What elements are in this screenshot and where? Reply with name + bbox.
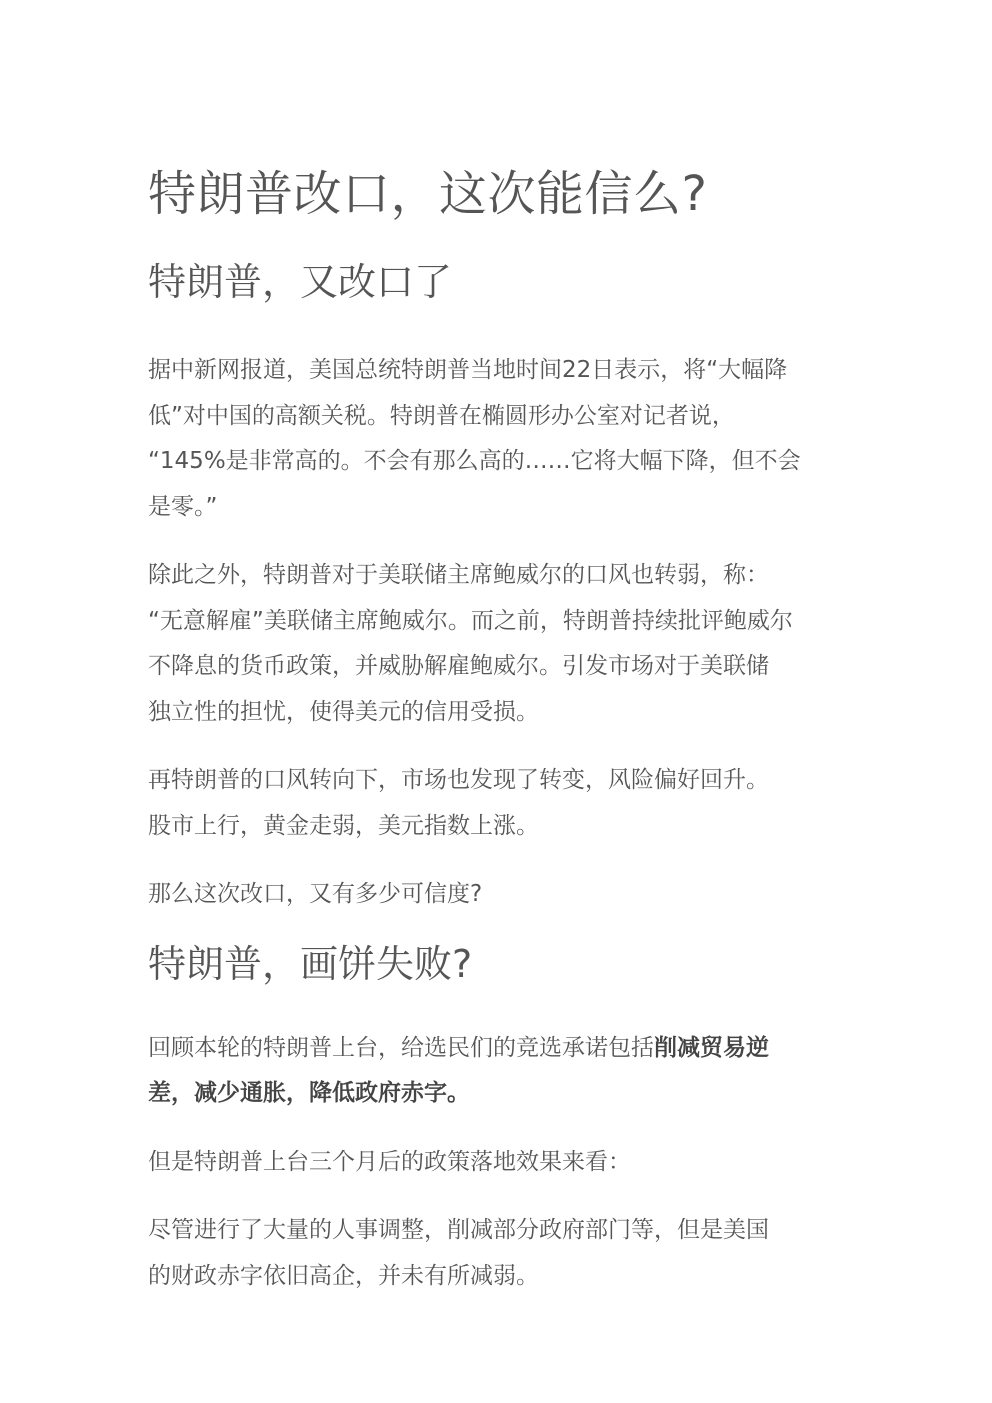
paragraph-line: [148, 1026, 848, 1072]
paragraph-line: 除此之外，特朗普对于美联储主席鲍威尔的口风也转弱，称：: [148, 562, 769, 588]
paragraph-line: 据中新网报道，美国总统特朗普当地时间22日表示，将“大幅降: [148, 357, 788, 383]
paragraph-text: 回顾本轮的特朗普上台，给选民们的竞选承诺包括: [148, 1034, 654, 1061]
paragraph-line: 不降息的货币政策，并威胁解雇鲍威尔。引发市场对于美联储: [148, 653, 769, 679]
paragraph-line: 的财政赤字依旧高企，并未有所减弱。: [148, 1262, 539, 1289]
paragraph-1: [148, 348, 848, 530]
paragraph-line: [148, 1071, 848, 1117]
paragraph-6: [148, 1140, 848, 1186]
paragraph-line: 那么这次改口，又有多少可信度?: [148, 881, 483, 907]
emphasis-text: 差，减少通胀，降低政府赤字。: [148, 1080, 470, 1106]
paragraph-5: [148, 1026, 848, 1117]
section-heading-2: 特朗普，画饼失败?: [148, 941, 473, 986]
paragraph-line: 股市上行，黄金走弱，美元指数上涨。: [148, 812, 539, 839]
emphasis-text: 削减贸易逆: [654, 1034, 769, 1061]
paragraph-line: 但是特朗普上台三个月后的政策落地效果来看：: [148, 1148, 631, 1175]
paragraph-3: [148, 758, 848, 849]
paragraph-line: “145%是非常高的。不会有那么高的……它将大幅下降，但不会: [148, 448, 801, 474]
paragraph-line: 再特朗普的口风转向下，市场也发现了转变，风险偏好回升。: [148, 767, 769, 793]
paragraph-line: 是零。”: [148, 493, 218, 520]
paragraph-line: “无意解雇”美联储主席鲍威尔。而之前，特朗普持续批评鲍威尔: [148, 607, 793, 634]
article-title: 特朗普改口，这次能信么?: [148, 166, 708, 222]
article: [148, 158, 848, 1299]
section-heading-1: 特朗普，又改口了: [148, 260, 453, 304]
paragraph-7: [148, 1208, 848, 1299]
paragraph-line: 低”对中国的高额关税。特朗普在椭圆形办公室对记者说，: [148, 402, 735, 429]
paragraph-4: [148, 872, 848, 918]
paragraph-2: [148, 553, 848, 735]
paragraph-line: 尽管进行了大量的人事调整，削减部分政府部门等，但是美国: [148, 1217, 769, 1243]
paragraph-line: 独立性的担忧，使得美元的信用受损。: [148, 698, 539, 725]
